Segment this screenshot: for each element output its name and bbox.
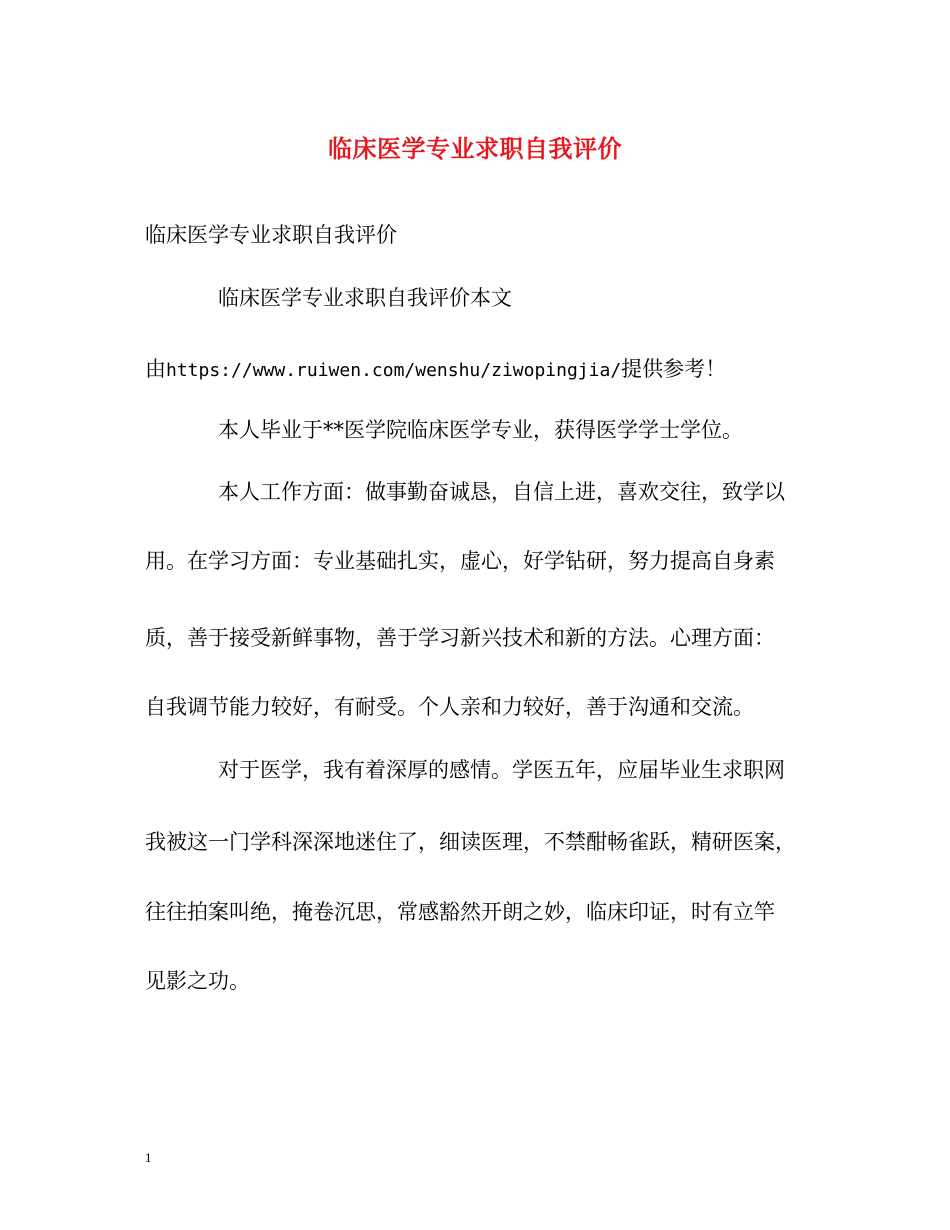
source-line <box>145 354 726 386</box>
paragraph-2-line-3: 质，善于接受新鲜事物，善于学习新兴技术和新的方法。心理方面： <box>145 626 775 650</box>
source-url-link[interactable]: https://www.ruiwen.com/wenshu/ziwopingjia/ <box>166 360 622 381</box>
intro-line: 临床医学专业求职自我评价本文 <box>218 286 512 310</box>
paragraph-2-line-2: 用。在学习方面：专业基础扎实，虚心，好学钻研，努力提高自身素 <box>145 549 775 573</box>
source-suffix: 提供参考！ <box>621 357 727 381</box>
page-number: 1 <box>145 1150 152 1165</box>
paragraph-3-line-1: 对于医学，我有着深厚的感情。学医五年，应届毕业生求职网 <box>218 758 785 782</box>
paragraph-3-line-3: 往往拍案叫绝，掩卷沉思，常感豁然开朗之妙，临床印证，时有立竿 <box>145 900 775 924</box>
source-prefix: 由 <box>145 357 166 381</box>
paragraph-3-line-4: 见影之功。 <box>145 969 250 993</box>
paragraph-3-line-2: 我被这一门学科深深地迷住了，细读医理，不禁酣畅雀跃，精研医案， <box>145 830 796 854</box>
paragraph-1: 本人毕业于**医学院临床医学专业，获得医学学士学位。 <box>218 418 743 442</box>
document-title: 临床医学专业求职自我评价 <box>328 134 622 163</box>
paragraph-2-line-4: 自我调节能力较好，有耐受。个人亲和力较好，善于沟通和交流。 <box>145 695 754 719</box>
paragraph-2-line-1: 本人工作方面：做事勤奋诚恳，自信上进，喜欢交往，致学以 <box>218 480 785 504</box>
document-subtitle: 临床医学专业求职自我评价 <box>145 223 397 247</box>
